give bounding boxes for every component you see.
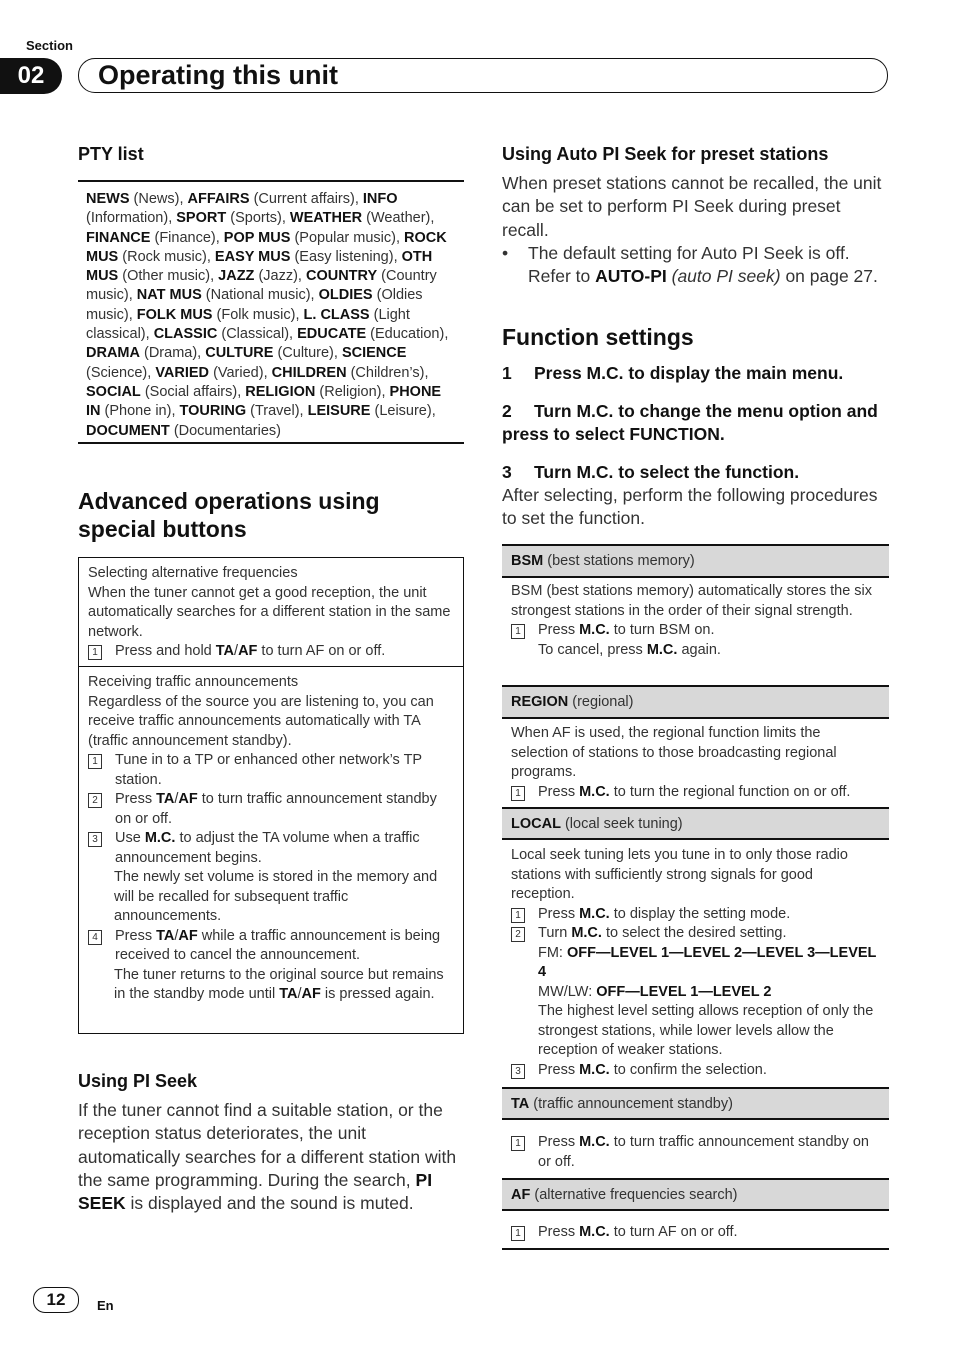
pty-desc: (Information)	[86, 210, 169, 227]
af-desc: When the tuner cannot get a good reception, the unit automatically searches for a different station in the same network.	[88, 584, 451, 640]
pty-list-heading: PTY list	[78, 144, 144, 164]
pty-desc: (Rock music)	[122, 248, 207, 265]
af-body	[502, 1223, 889, 1243]
pty-desc: (Popular music)	[294, 229, 396, 246]
ta-body	[502, 1133, 889, 1172]
pty-desc: (Children’s)	[350, 364, 425, 381]
fs-step-2: 2 Turn M.C. to change the menu option and press to select FUNCTION.	[502, 401, 878, 444]
pty-desc: (Jazz)	[258, 268, 298, 285]
step-number-icon: 3	[511, 1064, 525, 1079]
ta-desc: Regardless of the source you are listening to, you can receive traffic announcements automatically with TA (traffic announcement standby).	[88, 693, 434, 749]
af-header: AF (alternative frequencies search)	[502, 1178, 889, 1211]
step-number-icon: 1	[511, 786, 525, 801]
pty-code: AFFAIRS	[187, 191, 250, 207]
local-step-3: 3 Press M.C. to confirm the selection.	[511, 1061, 880, 1081]
step-number-icon: 1	[511, 624, 525, 639]
pty-desc: (Light classical)	[86, 306, 410, 343]
pty-desc: (Drama)	[144, 345, 198, 362]
bsm-body: BSM (best stations memory) automatically stores the six strongest stations in the order of their signal strength. 1 Press M.C. to turn BSM on. To cancel, press M.C. again.	[502, 582, 889, 660]
pty-code: FOLK MUS	[136, 306, 213, 323]
step-number-icon: 1	[511, 908, 525, 923]
advanced-heading-line1: Advanced operations using	[78, 488, 380, 514]
pty-code: SPORT	[176, 210, 227, 227]
pty-desc: (Education)	[370, 326, 445, 343]
pty-desc: (Culture)	[277, 345, 334, 362]
ta-func-step-1: 1 Press M.C. to turn traffic announcement standby on or off.	[511, 1133, 880, 1172]
pty-code: INFO	[362, 191, 398, 207]
pty-code: NEWS	[86, 191, 130, 207]
ta-step-4: 4 Press TA/AF while a traffic announcement is being received to cancel the announcement.	[88, 927, 454, 966]
region-header: REGION (regional)	[502, 685, 889, 719]
advanced-heading	[78, 487, 464, 543]
pty-code: SOCIAL	[86, 383, 141, 400]
pty-code: CULTURE	[205, 345, 274, 362]
pty-desc: (National music)	[205, 287, 311, 304]
pty-desc: (Country music)	[86, 268, 437, 304]
region-step-1: 1 Press M.C. to turn the regional function on or off.	[511, 783, 880, 803]
pty-desc: (Documentaries)	[173, 422, 281, 439]
pty-code: PHONE IN	[86, 383, 442, 420]
pty-desc: (Leisure)	[374, 403, 432, 420]
advanced-heading-line2: special buttons	[78, 516, 247, 542]
step-number-icon: 2	[88, 793, 102, 808]
step-number-icon: 1	[88, 645, 102, 660]
ta-header: TA (traffic announcement standby)	[502, 1087, 889, 1120]
pty-desc: (Folk music)	[216, 306, 296, 323]
step-number-icon: 1	[511, 1136, 525, 1151]
pty-code: LEISURE	[307, 403, 371, 420]
fs-step-3: 3 Turn M.C. to select the function.	[502, 462, 800, 482]
pty-code: WEATHER	[289, 210, 363, 227]
auto-pi-bullet: • The default setting for Auto PI Seek is off. Refer to AUTO-PI (auto PI seek) on page 27.	[502, 242, 892, 289]
auto-pi-body: When preset stations cannot be recalled, the unit can be set to perform PI Seek during preset recall.	[502, 173, 882, 240]
pty-code: TOURING	[179, 403, 247, 420]
bsm-header: BSM (best stations memory)	[502, 544, 889, 578]
af-func-step-1: 1 Press M.C. to turn AF on or off.	[511, 1223, 880, 1243]
ta-step-2: 2 Press TA/AF to turn traffic announcement standby on or off.	[88, 790, 454, 829]
af-step-1: 1 Press and hold TA/AF to turn AF on or off.	[88, 642, 454, 662]
section-number-badge: 02	[0, 58, 62, 94]
bsm-step-1: 1 Press M.C. to turn BSM on. To cancel, press M.C. again.	[511, 621, 880, 660]
pty-code: CHILDREN	[271, 364, 347, 381]
pty-code: CLASSIC	[153, 326, 218, 343]
pty-desc: (Social affairs)	[144, 383, 238, 400]
pty-code: OLDIES	[318, 287, 373, 304]
pty-desc: (Phone in)	[104, 403, 172, 420]
pty-list-box	[78, 180, 464, 444]
pty-code: EASY MUS	[214, 248, 291, 265]
step-number-icon: 1	[88, 754, 102, 769]
pty-desc: (News)	[133, 191, 180, 207]
pty-desc: (Current affairs)	[253, 191, 355, 207]
pty-code: FINANCE	[86, 229, 151, 246]
pty-code: DRAMA	[86, 345, 140, 362]
pty-code: POP MUS	[223, 229, 291, 246]
pty-code: VARIED	[155, 364, 210, 381]
pi-seek-body: If the tuner cannot find a suitable station, or the reception status deteriorates, the unit automatically searches for a different station with the same programming. During the search, PI SEEK is displayed and the sound is muted.	[78, 1100, 457, 1214]
region-body: When AF is used, the regional function limits the selection of stations to those broadcasting regional programs. 1 Press M.C. to turn the regional function on or off.	[502, 724, 889, 802]
page-number: 12	[33, 1287, 79, 1313]
step-number-icon: 2	[511, 927, 525, 942]
auto-pi-heading: Using Auto PI Seek for preset stations	[502, 144, 829, 164]
pty-code: L. CLASS	[303, 306, 370, 323]
fs-step-1: 1 Press M.C. to display the main menu.	[502, 363, 844, 383]
pty-code: RELIGION	[245, 383, 316, 400]
step-number-icon: 4	[88, 930, 102, 945]
bullet-icon: •	[502, 243, 509, 263]
af-cell	[79, 558, 463, 668]
pty-desc: (Science)	[86, 364, 148, 381]
function-settings-heading: Function settings	[502, 324, 694, 350]
pty-desc: (Other music)	[122, 268, 211, 285]
pty-desc: (Weather)	[366, 210, 431, 227]
pty-code: COUNTRY	[305, 268, 378, 285]
pty-desc: (Religion)	[319, 383, 382, 400]
pty-code: ROCK MUS	[86, 229, 447, 265]
step-number-icon: 1	[511, 1226, 525, 1241]
fs-step-3-body: After selecting, perform the following procedures to set the function.	[502, 485, 878, 529]
pty-code: OTH MUS	[86, 248, 433, 285]
page-title: Operating this unit	[98, 60, 338, 90]
pty-desc: (Classical)	[221, 326, 290, 343]
pty-code: JAZZ	[218, 268, 255, 285]
pty-code: DOCUMENT	[86, 422, 170, 439]
pty-code: NAT MUS	[136, 287, 202, 304]
ta-step-3: 3 Use M.C. to adjust the TA volume when a traffic announcement begins.	[88, 829, 454, 868]
section-label: Section	[26, 38, 73, 53]
local-step-1: 1 Press M.C. to display the setting mode.	[511, 905, 880, 925]
pty-code: EDUCATE	[297, 326, 367, 343]
pty-desc: (Easy listening)	[294, 248, 394, 265]
pty-code: SCIENCE	[341, 345, 407, 362]
ta-step-4-note: The tuner returns to the original source but remains in the standby mode until TA/AF is pressed again.	[114, 966, 444, 1002]
pty-desc: (Travel)	[250, 403, 300, 420]
step-number-icon: 3	[88, 832, 102, 847]
table-bottom-rule	[502, 1248, 889, 1250]
advanced-operations-table	[78, 557, 464, 1034]
ta-title: Receiving traffic announcements	[88, 674, 299, 690]
pty-list: NEWS (News), AFFAIRS (Current affairs), INFO (Information), SPORT (Sports), WEATHER (Weather), FINANCE (Finance), POP MUS (Popular music), ROCK MUS (Rock music), EASY MUS (Easy listening), OTH MUS (Other music), JAZZ (Jazz), COUNTRY (Country music), NAT MUS (National music), OLDIES (Oldies music), FOLK MUS (Folk music), L. CLASS (Light classical), CLASSIC (Classical), EDUCATE (Education), DRAMA (Drama), CULTURE (Culture), SCIENCE (Science), VARIED (Varied), CHILDREN (Children’s), SOCIAL (Social affairs), RELIGION (Religion), PHONE IN (Phone in), TOURING (Travel), LEISURE (Leisure), DOCUMENT (Documentaries)	[86, 191, 449, 439]
ta-step-3-note: The newly set volume is stored in the memory and will be recalled for subsequent traffic announcements.	[114, 869, 438, 924]
pty-desc: (Varied)	[213, 364, 264, 381]
pty-desc: (Oldies music)	[86, 287, 423, 323]
pty-desc: (Sports)	[230, 210, 282, 227]
ta-cell	[79, 667, 463, 1011]
pty-desc: (Finance)	[154, 229, 216, 246]
local-step-2: 2 Turn M.C. to select the desired setting. FM: OFF—LEVEL 1—LEVEL 2—LEVEL 3—LEVEL 4 MW/LW: OFF—LEVEL 1—LEVEL 2 The highest level setting allows reception of only the strongest stations, while lower levels allow the reception of weaker stations.	[511, 924, 880, 1061]
pi-seek-heading: Using PI Seek	[78, 1071, 198, 1091]
local-header: LOCAL (local seek tuning)	[502, 807, 889, 840]
local-body: Local seek tuning lets you tune in to only those radio stations with sufficiently strong signals for good reception. 1 Press M.C. to display the setting mode. 2 Turn M.C. to select the desired setting. FM: OFF—LEVEL 1—LEVEL 2—LEVEL 3—LEVEL 4 MW/LW: OFF—LEVEL 1—LEVEL 2 The highest level setting allows reception of only the strongest stations, while lower levels allow the reception of weaker stations. 3 Press M.C. to confirm the selection.	[502, 846, 889, 1080]
af-title: Selecting alternative frequencies	[88, 565, 298, 581]
ta-step-1: 1 Tune in to a TP or enhanced other network’s TP station.	[88, 751, 454, 790]
language-label: En	[97, 1298, 114, 1313]
